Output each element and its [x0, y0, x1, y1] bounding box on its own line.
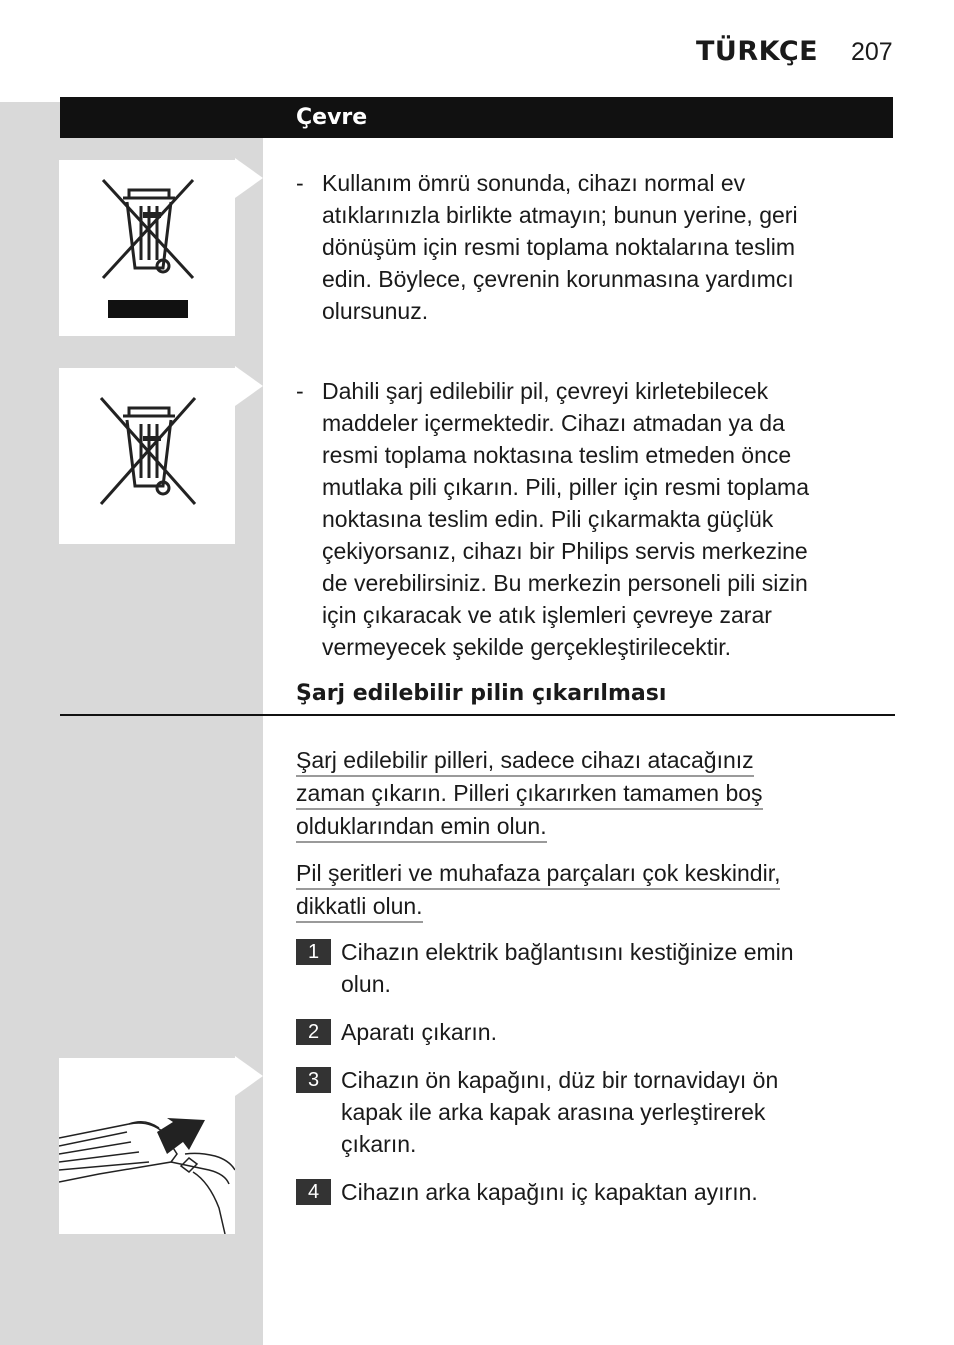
- step-number: 3: [296, 1067, 331, 1093]
- text-line: Aparatı çıkarın.: [341, 1019, 497, 1045]
- text-line: çekiyorsanız, cihazı bir Philips servis merkezine: [322, 538, 808, 564]
- subsection-rule: [60, 714, 895, 716]
- step-item: [296, 1064, 876, 1160]
- section-title-bar: [60, 97, 893, 138]
- icon-pointer: [235, 1056, 263, 1096]
- bullet-dash: -: [296, 378, 304, 404]
- step-number: 1: [296, 939, 331, 965]
- language-label: TÜRKÇE: [696, 36, 819, 67]
- step-number: 4: [296, 1179, 331, 1205]
- warning-line: dikkatli olun.: [296, 891, 423, 923]
- icon-pointer: [235, 158, 263, 198]
- warning-line: olduklarından emin olun.: [296, 811, 547, 843]
- text-line: kapak ile arka kapak arasına yerleştirerek: [341, 1099, 766, 1125]
- text-line: mutlaka pili çıkarın. Pili, piller için resmi toplama: [322, 474, 809, 500]
- text-line: Cihazın arka kapağını iç kapaktan ayırın.: [341, 1179, 758, 1205]
- crossed-out-bin-icon: [59, 160, 235, 336]
- text-line: resmi toplama noktasına teslim etmeden önce: [322, 442, 792, 468]
- step-item: [296, 936, 876, 1000]
- warning-line: Şarj edilebilir pilleri, sadece cihazı atacağınız: [296, 745, 754, 777]
- text-line: noktasına teslim edin. Pili çıkarmakta güçlük: [322, 506, 774, 532]
- step-item: [296, 1176, 876, 1208]
- warning-line: Pil şeritleri ve muhafaza parçaları çok keskindir,: [296, 858, 780, 890]
- text-line: dönüşüm için resmi toplama noktalarına teslim: [322, 234, 795, 260]
- text-line: Dahili şarj edilebilir pil, çevreyi kirletebilecek: [322, 378, 769, 404]
- step-item: [296, 1016, 876, 1048]
- icon-pointer: [235, 366, 263, 406]
- text-line: maddeler içermektedir. Cihazı atmadan ya da: [322, 410, 785, 436]
- text-line: vermeyecek şekilde gerçekleştirilecektir.: [322, 634, 732, 660]
- text-line: edin. Böylece, çevrenin korunmasına yardımcı: [322, 266, 794, 292]
- text-line: Cihazın ön kapağını, düz bir tornavidayı ön: [341, 1067, 779, 1093]
- section-title: Çevre: [296, 105, 368, 130]
- warning-paragraph: [296, 744, 876, 843]
- step-number: 2: [296, 1019, 331, 1045]
- text-line: de verebilirsiniz. Bu merkezin personeli pili sizin: [322, 570, 808, 596]
- subsection-title: Şarj edilebilir pilin çıkarılması: [296, 681, 667, 706]
- warning-paragraph: [296, 857, 876, 923]
- bullet-paragraph: [296, 375, 876, 663]
- bullet-dash: -: [296, 170, 304, 196]
- crossed-out-bin-icon: [59, 368, 235, 544]
- text-line: olun.: [341, 971, 391, 997]
- bullet-paragraph: [296, 167, 876, 327]
- text-line: olursunuz.: [322, 298, 429, 324]
- text-line: çıkarın.: [341, 1131, 417, 1157]
- device-illustration-box: [59, 1058, 235, 1234]
- text-line: atıklarınızla birlikte atmayın; bunun yerine, geri: [322, 202, 798, 228]
- text-line: için çıkaracak ve atık işlemleri çevreye zarar: [322, 602, 772, 628]
- recycle-bin-icon-box: [59, 160, 235, 336]
- text-line: Cihazın elektrik bağlantısını kestiğinize emin: [341, 939, 794, 965]
- battery-bin-icon-box: [59, 368, 235, 544]
- text-line: Kullanım ömrü sonunda, cihazı normal ev: [322, 170, 746, 196]
- page-number: 207: [851, 38, 893, 66]
- shaver-cover-removal-icon: [59, 1058, 235, 1234]
- warning-line: zaman çıkarın. Pilleri çıkarırken tamamen boş: [296, 778, 763, 810]
